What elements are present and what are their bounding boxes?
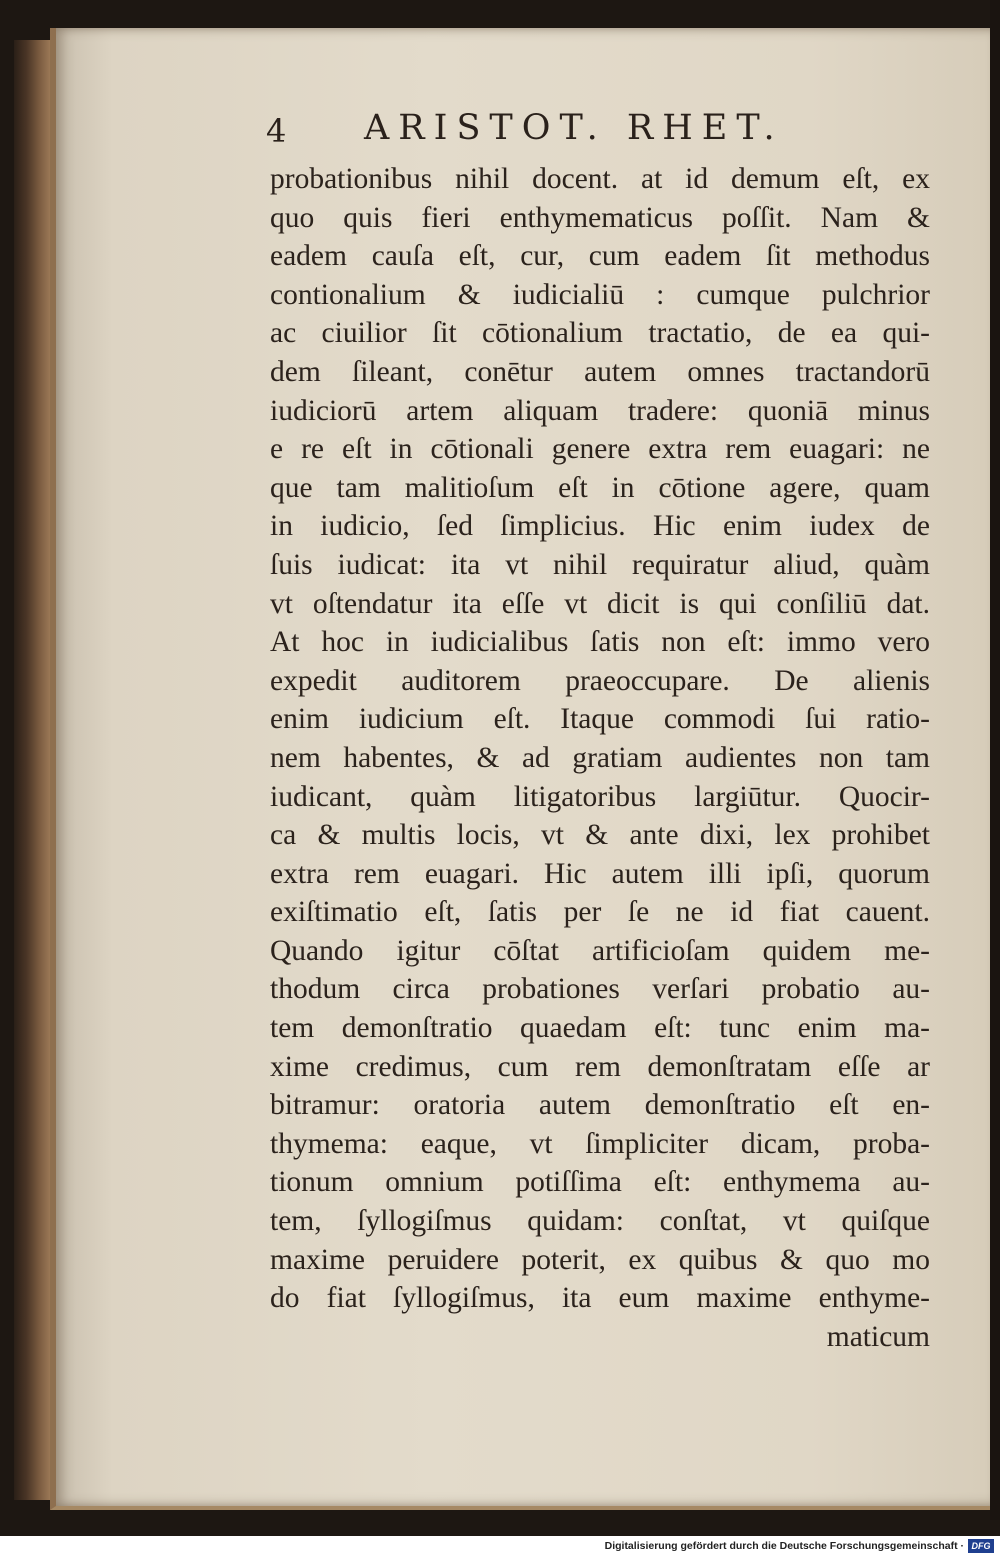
text-line: maxime peruidere poterit, ex quibus & quo mo <box>270 1243 930 1276</box>
page-number: 4 <box>266 112 287 150</box>
text-line: bitramur: oratoria autem demonſtratio eſt en- <box>270 1089 930 1122</box>
text-line: ca & multis locis, vt & ante dixi, lex prohibet <box>270 819 930 852</box>
text-line: que tam malitioſum eſt in cōtione agere, quam <box>270 471 930 504</box>
text-line: maticum <box>826 1320 930 1353</box>
text-line: ſuis iudicat: ita vt nihil requiratur aliud, quàm <box>270 548 930 581</box>
text-line: Quando igitur cōſtat artificioſam quidem me- <box>270 934 930 967</box>
text-line: vt oſtendatur ita eſſe vt dicit is qui conſiliū dat. <box>270 587 930 620</box>
text-line: xime credimus, cum rem demonſtratam eſſe ar <box>270 1050 930 1083</box>
text-line: tem demonſtratio quaedam eſt: tunc enim ma- <box>270 1012 930 1045</box>
text-line: tem, ſyllogiſmus quidam: conſtat, vt quiſque <box>270 1205 930 1238</box>
running-head: ARISTOT. RHET. <box>364 108 784 148</box>
text-line: in iudicio, ſed ſimplicius. Hic enim iudex de <box>270 510 930 543</box>
text-line: extra rem euagari. Hic autem illi ipſi, quorum <box>270 857 930 890</box>
text-line: nem habentes, & ad gratiam audientes non tam <box>270 741 930 774</box>
text-line: thodum circa probationes verſari probatio au- <box>270 973 930 1006</box>
text-line: e re eſt in cōtionali genere extra rem euagari: ne <box>270 433 930 466</box>
dfg-logo-icon: DFG <box>968 1539 994 1553</box>
text-line: thymema: eaque, vt ſimpliciter dicam, proba- <box>270 1127 930 1160</box>
body-text <box>270 160 930 1356</box>
text-line: iudicant, quàm litigatoribus largiūtur. Quocir- <box>270 780 930 813</box>
text-line: tionum omnium potiſſima eſt: enthymema au- <box>270 1166 930 1199</box>
binding-edge <box>14 40 50 1500</box>
funding-credit: Digitalisierung gefördert durch die Deutsche Forschungsgemeinschaft · <box>604 1540 964 1552</box>
text-line: At hoc in iudicialibus ſatis non eſt: immo vero <box>270 626 930 659</box>
text-line: ac ciuilior ſit cōtionalium tractatio, de ea qui- <box>270 317 930 350</box>
text-line: iudiciorū artem aliquam tradere: quoniā minus <box>270 394 930 427</box>
text-line: expedit auditorem praeoccupare. De alienis <box>270 664 930 697</box>
text-line: contionalium & iudicialiū : cumque pulchrior <box>270 278 930 311</box>
right-margin-shadow <box>990 0 1000 1520</box>
text-line: dem ſileant, conētur autem omnes tractandorū <box>270 355 930 388</box>
text-line: probationibus nihil docent. at id demum eſt, ex <box>270 163 930 195</box>
text-line: enim iudicium eſt. Itaque commodi ſui ratio- <box>270 703 930 736</box>
text-line: quo quis fieri enthymematicus poſſit. Nam & <box>270 201 930 234</box>
page-header <box>266 108 826 152</box>
text-line: exiſtimatio eſt, ſatis per ſe ne id fiat cauent. <box>270 896 930 929</box>
text-line: do fiat ſyllogiſmus, ita eum maxime enthyme- <box>270 1282 930 1315</box>
text-line: eadem cauſa eſt, cur, cum eadem ſit methodus <box>270 240 930 273</box>
